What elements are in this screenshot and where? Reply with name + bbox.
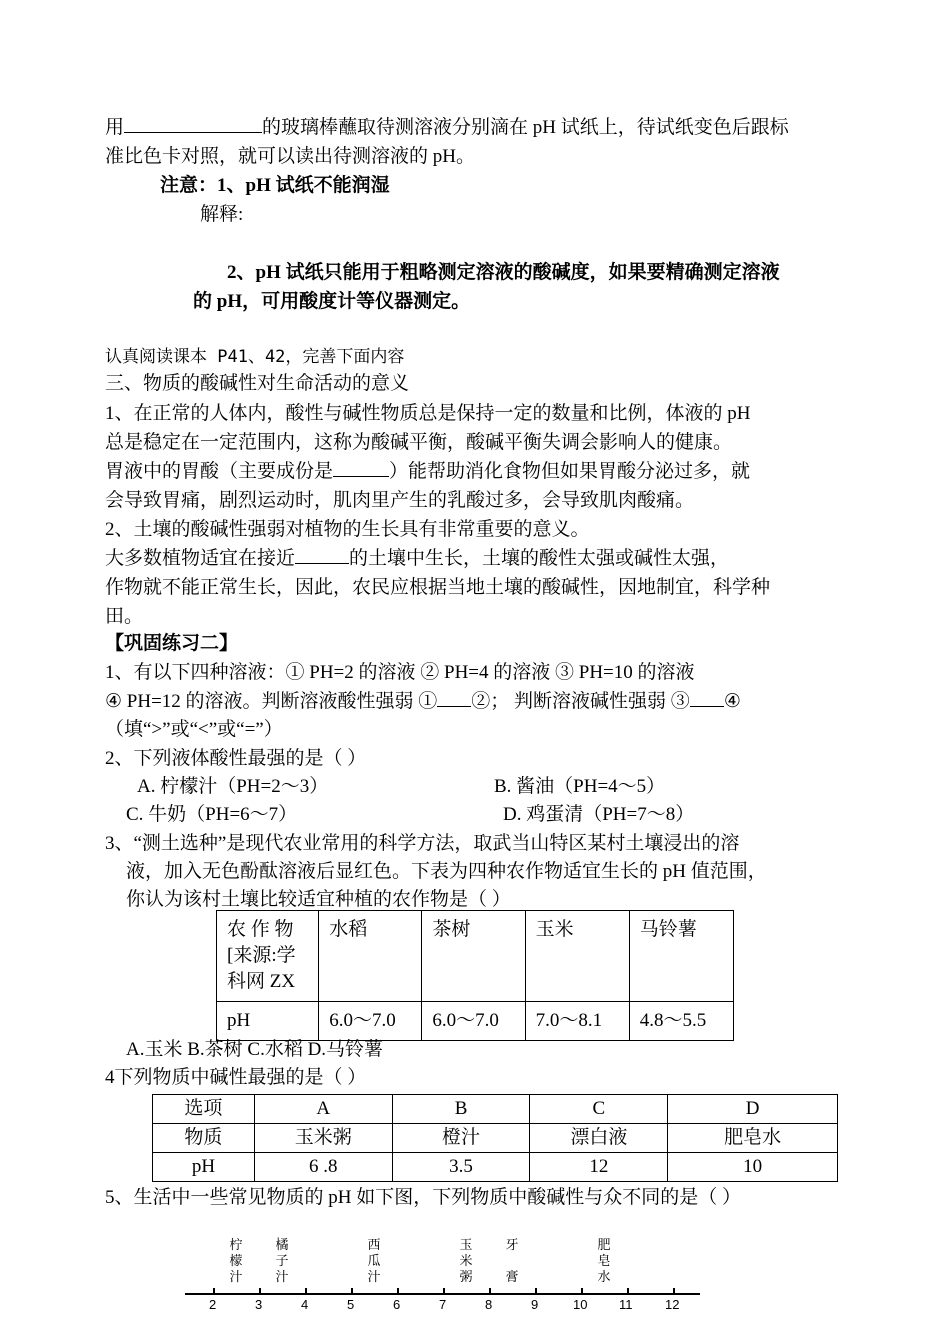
ph-tick-label: 2: [209, 1297, 217, 1312]
ph-substance-char: 檬: [229, 1254, 243, 1269]
ph-tick-label: 10: [573, 1297, 588, 1312]
q1-line-1: 1、有以下四种溶液：① PH=2 的溶液 ② PH=4 的溶液 ③ PH=10 的溶液: [105, 662, 695, 683]
exercise-title: 【巩固练习二】: [105, 633, 239, 654]
ph-substance-char: 西: [367, 1238, 381, 1253]
ph-tick-label: 5: [347, 1297, 355, 1312]
ph-tick-label: 4: [301, 1297, 309, 1312]
ph-substance-label: [457, 1238, 475, 1286]
answer-blank-3[interactable]: [295, 545, 349, 564]
table-cell: B: [392, 1095, 530, 1124]
ph-tick-mark: [535, 1288, 537, 1294]
ph-substance-char: 汁: [275, 1270, 289, 1285]
table-cell: 7.0～8.1: [525, 1002, 629, 1041]
table-cell: 玉米: [525, 911, 629, 1002]
ph-tick-label: 6: [393, 1297, 401, 1312]
para-1-line-1: 1、在正常的人体内，酸性与碱性物质总是保持一定的数量和比例，体液的 pH: [105, 403, 751, 424]
note-2-line-2: 的 pH，可用酸度计等仪器测定。: [193, 291, 471, 312]
q2-stem: 2、下列液体酸性最强的是（ ）: [105, 748, 367, 769]
ph-substance-char: 牙: [505, 1238, 519, 1253]
table-row: [153, 1153, 838, 1182]
para-2-post: ）能帮助消化食物但如果胃酸分泌过多，就: [389, 461, 751, 482]
table-cell: 农 作 物 [来源:学科网 ZX: [217, 911, 319, 1002]
ph-substance-char: 瓜: [367, 1254, 381, 1269]
answer-blank-5[interactable]: [690, 688, 724, 707]
section-3-heading: 三、物质的酸碱性对生命活动的意义: [105, 373, 410, 394]
q2-option-b: B. 酱油（PH=4～5）: [494, 776, 666, 797]
table-cell: 马铃薯: [629, 911, 733, 1002]
table-cell: 3.5: [392, 1153, 530, 1182]
ph-tick-mark: [213, 1288, 215, 1294]
table-cell: D: [668, 1095, 838, 1124]
ph-substance-char: 汁: [367, 1270, 381, 1285]
line-1-pre: 用: [105, 117, 125, 138]
q1-pre: ④ PH=12 的溶液。判断溶液酸性强弱 ①: [105, 691, 438, 712]
ph-substance-label: [365, 1238, 383, 1286]
ph-scale-axis: [185, 1293, 700, 1295]
table-cell: 6.0～7.0: [422, 1002, 525, 1041]
q2-option-c: C. 牛奶（PH=6～7）: [126, 804, 298, 825]
para-4-line-1: [105, 545, 729, 573]
q3-line-2: 液，加入无色酚酞溶液后显红色。下表为四种农作物适宜生长的 pH 值范围，: [126, 861, 767, 882]
para-4-line-2: 作物就不能正常生长，因此，农民应根据当地土壤的酸碱性，因地制宜，科学种: [105, 577, 771, 598]
ph-tick-label: 9: [531, 1297, 539, 1312]
ph-tick-mark: [259, 1288, 261, 1294]
table-cell: 茶树: [422, 911, 525, 1002]
ph-tick-label: 7: [439, 1297, 447, 1312]
table-cell: 漂白液: [530, 1124, 668, 1153]
ph-substance-char: 汁: [229, 1270, 243, 1285]
table-cell: 物质: [153, 1124, 255, 1153]
table-cell: 6.0～7.0: [319, 1002, 422, 1041]
table-row: [153, 1095, 838, 1124]
table-row: [217, 1002, 734, 1041]
table-cell: pH: [153, 1153, 255, 1182]
q1-post: ④: [723, 691, 741, 712]
ph-tick-label: 11: [619, 1297, 633, 1312]
ph-tick-mark: [351, 1288, 353, 1294]
note-2-line-1: 2、pH 试纸只能用于粗略测定溶液的酸碱度，如果要精确测定溶液: [227, 262, 780, 283]
para-4-post: 的土壤中生长，土壤的酸性太强或碱性太强，: [349, 548, 730, 569]
answer-blank-1[interactable]: [124, 114, 262, 133]
ph-tick-label: 3: [255, 1297, 263, 1312]
q2-option-d: D. 鸡蛋清（PH=7～8）: [503, 804, 695, 825]
ph-substance-char: 子: [275, 1254, 289, 1269]
para-2-line-2: 会导致胃痛，剧烈运动时，肌肉里产生的乳酸过多，会导致肌肉酸痛。: [105, 490, 695, 511]
table-row: [217, 911, 734, 1002]
ph-tick-mark: [443, 1288, 445, 1294]
ph-substance-label: [227, 1238, 245, 1286]
ph-tick-label: 12: [665, 1297, 680, 1312]
line-2: 准比色卡对照，就可以读出待测溶液的 pH。: [105, 146, 475, 167]
table-cell: C: [530, 1095, 668, 1124]
ph-substance-char: 皂: [597, 1254, 611, 1269]
ph-substance-char: 膏: [505, 1270, 519, 1285]
answer-blank-2[interactable]: [333, 458, 389, 477]
q3-options: A.玉米 B.茶树 C.水稻 D.马铃薯: [126, 1039, 384, 1060]
ph-substance-char: 橘: [275, 1238, 289, 1253]
ph-tick-label: 8: [485, 1297, 493, 1312]
para-2-pre: 胃液中的胃酸（主要成份是: [105, 461, 334, 482]
para-3: 2、土壤的酸碱性强弱对植物的生长具有非常重要的意义。: [105, 519, 590, 540]
q1-mid: ②； 判断溶液碱性强弱 ③: [471, 691, 690, 712]
ph-tick-mark: [581, 1288, 583, 1294]
table-cell: 12: [530, 1153, 668, 1182]
table-cell: 肥皂水: [668, 1124, 838, 1153]
substance-ph-table: [152, 1094, 838, 1182]
table-cell: 选项: [153, 1095, 255, 1124]
q1-line-3: （填“>”或“<”或“=”）: [105, 719, 283, 740]
q3-line-1: 3、“测土选种”是现代农业常用的科学方法，取武当山特区某村土壤浸出的溶: [105, 833, 740, 854]
ph-tick-mark: [305, 1288, 307, 1294]
ph-tick-mark: [627, 1288, 629, 1294]
q2-option-a: A. 柠檬汁（PH=2～3）: [137, 776, 329, 797]
explain-label: 解释:: [200, 204, 244, 225]
q3-line-3: 你认为该村土壤比较适宜种植的农作物是（ ）: [126, 889, 511, 910]
ph-substance-char: 水: [597, 1270, 611, 1285]
ph-substance-label: [503, 1238, 521, 1286]
ph-substance-char: 柠: [229, 1238, 243, 1253]
table-cell: 6 .8: [254, 1153, 392, 1182]
note-1: 注意：1、pH 试纸不能润湿: [160, 175, 390, 196]
ph-substance-label: [595, 1238, 613, 1286]
table-cell: 10: [668, 1153, 838, 1182]
table-cell: 玉米粥: [254, 1124, 392, 1153]
para-1-line-2: 总是稳定在一定范围内，这称为酸碱平衡，酸碱平衡失调会影响人的健康。: [105, 432, 733, 453]
para-4-pre: 大多数植物适宜在接近: [105, 548, 296, 569]
q1-line-2: [105, 688, 741, 716]
ph-substance-char: [503, 1254, 521, 1270]
read-instruction: 认真阅读课本 P41、42，完善下面内容: [105, 347, 405, 367]
ph-tick-mark: [489, 1288, 491, 1294]
q4-stem: 4下列物质中碱性最强的是（ ）: [105, 1067, 367, 1088]
answer-blank-4[interactable]: [437, 688, 471, 707]
line-1-post: 的玻璃棒蘸取待测溶液分别滴在 pH 试纸上，待试纸变色后跟标: [262, 117, 789, 138]
q5-stem: 5、生活中一些常见物质的 pH 如下图，下列物质中酸碱性与众不同的是（ ）: [105, 1187, 741, 1208]
table-row: [153, 1124, 838, 1153]
line-1: [105, 114, 789, 142]
table-cell: 水稻: [319, 911, 422, 1002]
ph-substance-char: 肥: [597, 1238, 611, 1253]
para-4-line-3: 田。: [105, 606, 144, 627]
crop-ph-table: [216, 910, 734, 1041]
table-cell: 橙汁: [392, 1124, 530, 1153]
table-cell: A: [254, 1095, 392, 1124]
ph-substance-label: [273, 1238, 291, 1286]
ph-substance-char: 粥: [459, 1270, 473, 1285]
ph-substance-char: 玉: [459, 1238, 473, 1253]
para-2-line-1: [105, 458, 750, 486]
ph-substance-char: 米: [459, 1254, 473, 1269]
table-cell: 4.8～5.5: [629, 1002, 733, 1041]
ph-tick-mark: [397, 1288, 399, 1294]
ph-tick-mark: [673, 1288, 675, 1294]
table-cell: pH: [217, 1002, 319, 1041]
